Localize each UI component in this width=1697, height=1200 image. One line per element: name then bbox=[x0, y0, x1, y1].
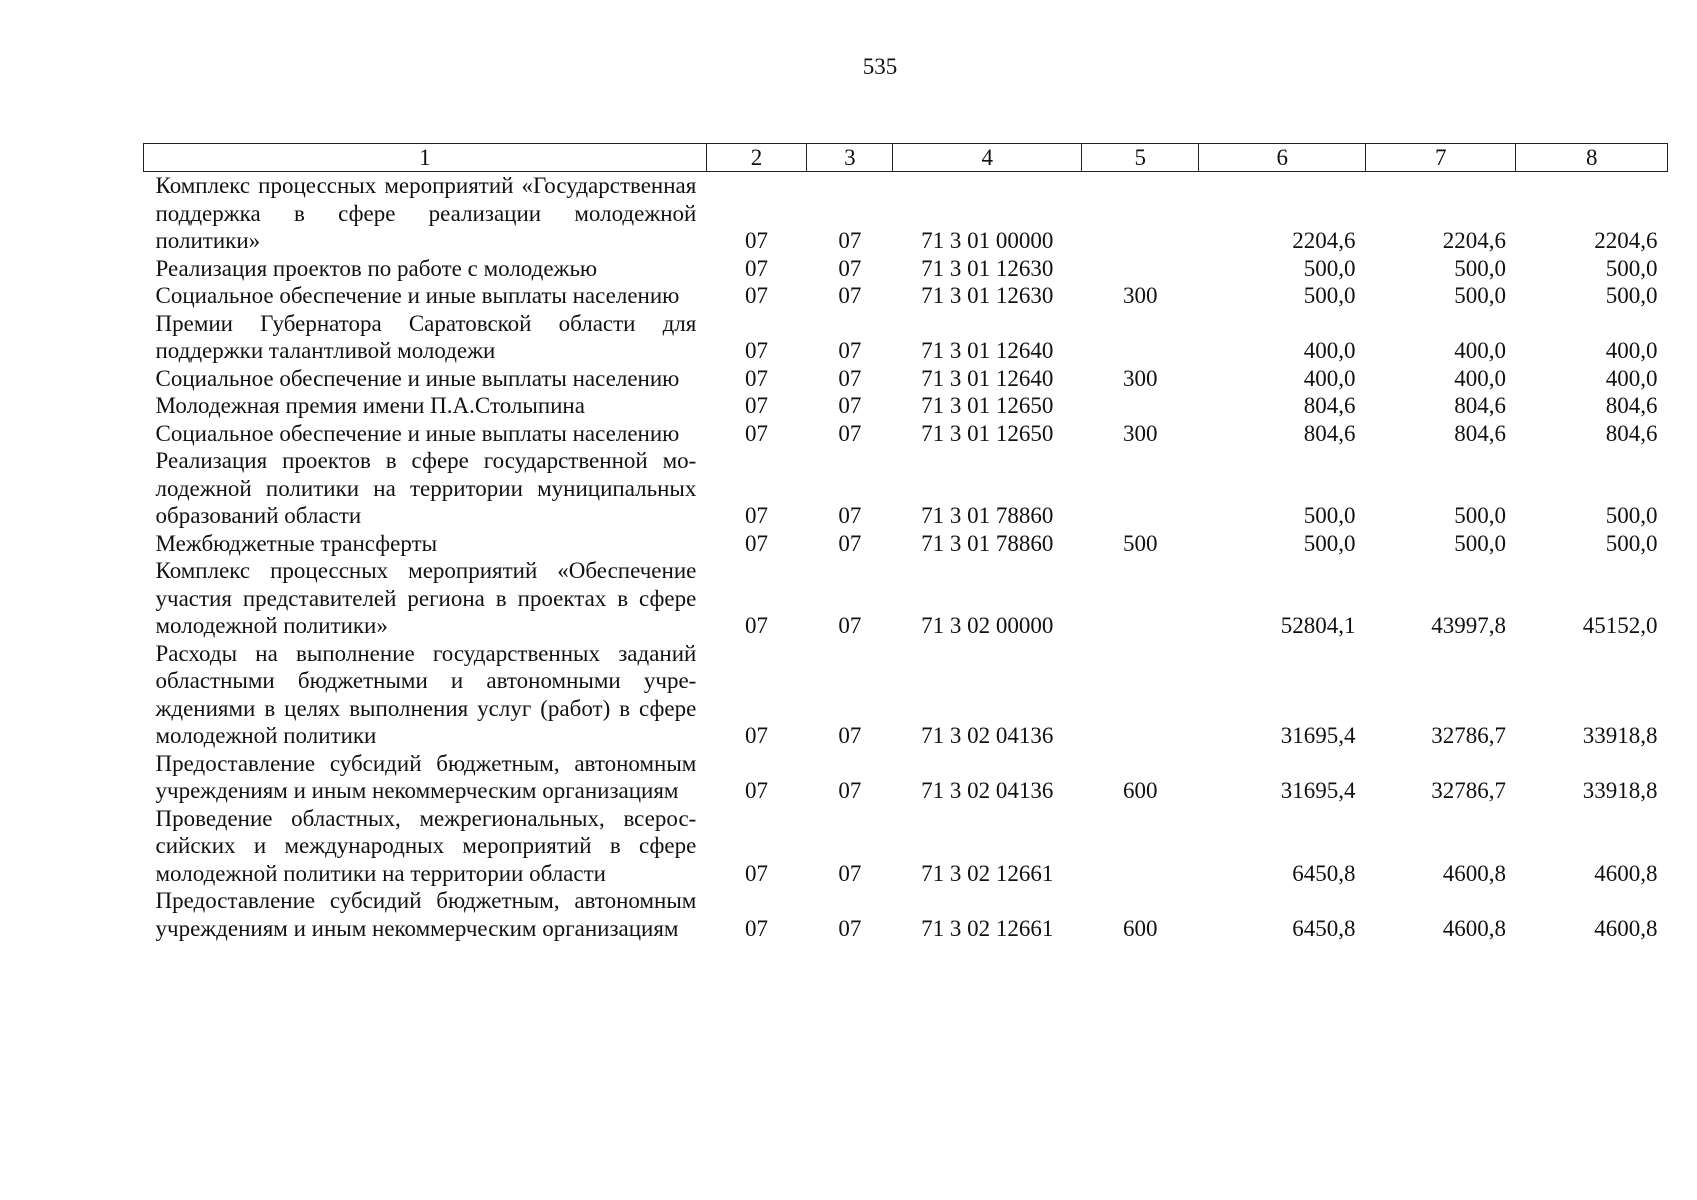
table-row bbox=[144, 750, 1668, 805]
expense-type-code: 600 bbox=[1123, 915, 1158, 941]
amount-col-7: 500,0 bbox=[1454, 530, 1506, 556]
amount-col-8: 400,0 bbox=[1605, 338, 1658, 363]
section-code: 07 bbox=[745, 778, 768, 803]
amount-col-8: 2204,6 bbox=[1594, 228, 1658, 253]
amount-col-6: 31695,4 bbox=[1280, 778, 1356, 803]
expense-type-code: 500 bbox=[1123, 530, 1158, 556]
expense-type-code bbox=[1082, 392, 1199, 420]
column-header-6: 6 bbox=[1199, 144, 1366, 172]
amount-col-6: 804,6 bbox=[1303, 393, 1356, 418]
expense-type-code: 600 bbox=[1123, 778, 1158, 803]
amount-col-7: 2204,6 bbox=[1442, 228, 1506, 253]
amount-col-8: 500,0 bbox=[1605, 503, 1658, 528]
budget-table bbox=[143, 143, 1668, 942]
section-code: 07 bbox=[745, 723, 768, 748]
table-row bbox=[144, 365, 1668, 393]
amount-col-8: 804,6 bbox=[1605, 420, 1658, 446]
section-code: 07 bbox=[745, 393, 768, 418]
amount-col-8: 4600,8 bbox=[1594, 915, 1658, 941]
amount-col-6: 500,0 bbox=[1303, 503, 1356, 528]
section-code: 07 bbox=[745, 255, 768, 281]
table-row bbox=[144, 887, 1668, 942]
amount-col-8: 33918,8 bbox=[1582, 723, 1658, 748]
table-row bbox=[144, 640, 1668, 750]
row-name: Молодежная премия имени П.А.Столыпина bbox=[155, 393, 585, 418]
subsection-code: 07 bbox=[838, 255, 862, 281]
table-row bbox=[144, 255, 1668, 283]
subsection-code: 07 bbox=[838, 613, 862, 638]
section-code: 07 bbox=[745, 613, 768, 638]
amount-col-7: 804,6 bbox=[1454, 420, 1506, 446]
amount-col-7: 43997,8 bbox=[1431, 613, 1506, 638]
row-name: Проведение областных, межрегиональных, всероссийских и международных мероприятий в сфере молодежной политики на территории области bbox=[155, 805, 697, 886]
subsection-code: 07 bbox=[838, 283, 862, 308]
amount-col-7: 32786,7 bbox=[1431, 723, 1506, 748]
target-article-code: 71 3 02 00000 bbox=[921, 613, 1054, 638]
expense-type-code: 300 bbox=[1123, 420, 1158, 446]
amount-col-7: 4600,8 bbox=[1442, 860, 1506, 886]
subsection-code: 07 bbox=[838, 393, 862, 418]
section-code: 07 bbox=[745, 365, 768, 391]
target-article-code: 71 3 01 12630 bbox=[921, 283, 1054, 308]
table-row bbox=[144, 172, 1668, 255]
target-article-code: 71 3 02 12661 bbox=[921, 915, 1054, 941]
page-number: 535 bbox=[862, 54, 898, 79]
subsection-code: 07 bbox=[838, 723, 862, 748]
subsection-code: 07 bbox=[838, 860, 862, 886]
table-header bbox=[144, 144, 1668, 172]
subsection-code: 07 bbox=[838, 338, 862, 363]
table-row bbox=[144, 530, 1668, 558]
row-name: Реализация проектов по работе с молодежью bbox=[155, 255, 598, 281]
amount-col-7: 400,0 bbox=[1454, 338, 1506, 363]
amount-col-8: 33918,8 bbox=[1582, 778, 1658, 803]
row-name: Межбюджетные трансферты bbox=[155, 530, 438, 556]
target-article-code: 71 3 01 78860 bbox=[921, 530, 1054, 556]
column-header-2: 2 bbox=[706, 144, 806, 172]
expense-type-code bbox=[1082, 640, 1199, 750]
amount-col-8: 45152,0 bbox=[1582, 613, 1658, 638]
amount-col-7: 400,0 bbox=[1454, 365, 1506, 391]
amount-col-8: 500,0 bbox=[1605, 255, 1658, 281]
amount-col-6: 31695,4 bbox=[1280, 723, 1356, 748]
target-article-code: 71 3 01 12650 bbox=[921, 420, 1054, 446]
table-row bbox=[144, 282, 1668, 310]
table-row bbox=[144, 310, 1668, 365]
amount-col-7: 500,0 bbox=[1454, 255, 1506, 281]
amount-col-6: 6450,8 bbox=[1292, 915, 1356, 941]
column-header-4: 4 bbox=[893, 144, 1082, 172]
subsection-code: 07 bbox=[838, 365, 862, 391]
amount-col-6: 500,0 bbox=[1303, 283, 1356, 308]
target-article-code: 71 3 01 12630 bbox=[921, 255, 1054, 281]
amount-col-7: 804,6 bbox=[1454, 393, 1506, 418]
amount-col-6: 804,6 bbox=[1303, 420, 1356, 446]
subsection-code: 07 bbox=[838, 228, 862, 253]
expense-type-code: 300 bbox=[1123, 365, 1158, 391]
amount-col-8: 804,6 bbox=[1605, 393, 1658, 418]
expense-type-code bbox=[1082, 255, 1199, 283]
expense-type-code bbox=[1082, 805, 1199, 888]
amount-col-6: 500,0 bbox=[1303, 530, 1356, 556]
subsection-code: 07 bbox=[838, 530, 862, 556]
section-code: 07 bbox=[745, 530, 768, 556]
table-row bbox=[144, 557, 1668, 640]
amount-col-8: 4600,8 bbox=[1594, 860, 1658, 886]
amount-col-6: 6450,8 bbox=[1292, 860, 1356, 886]
amount-col-8: 500,0 bbox=[1605, 530, 1658, 556]
target-article-code: 71 3 02 04136 bbox=[921, 723, 1054, 748]
expense-type-code bbox=[1082, 310, 1199, 365]
table-row bbox=[144, 392, 1668, 420]
amount-col-6: 2204,6 bbox=[1292, 228, 1356, 253]
amount-col-6: 500,0 bbox=[1303, 255, 1356, 281]
subsection-code: 07 bbox=[838, 420, 862, 446]
target-article-code: 71 3 01 12640 bbox=[921, 365, 1054, 391]
subsection-code: 07 bbox=[838, 915, 862, 941]
target-article-code: 71 3 02 04136 bbox=[921, 778, 1054, 803]
amount-col-8: 500,0 bbox=[1605, 283, 1658, 308]
row-name: Премии Губернатора Саратовской области для поддержки талантливой молодежи bbox=[155, 310, 697, 363]
section-code: 07 bbox=[745, 228, 768, 253]
column-header-3: 3 bbox=[807, 144, 893, 172]
table-row bbox=[144, 420, 1668, 448]
section-code: 07 bbox=[745, 503, 768, 528]
column-header-5: 5 bbox=[1082, 144, 1199, 172]
target-article-code: 71 3 01 00000 bbox=[921, 228, 1054, 253]
section-code: 07 bbox=[745, 283, 768, 308]
amount-col-8: 400,0 bbox=[1605, 365, 1658, 391]
row-name: Предоставление субсидий бюджетным, автономным учреждениям и иным некоммерческим организациям bbox=[155, 750, 697, 803]
amount-col-6: 400,0 bbox=[1303, 365, 1356, 391]
column-header-1: 1 bbox=[144, 144, 707, 172]
section-code: 07 bbox=[745, 860, 768, 886]
amount-col-7: 32786,7 bbox=[1431, 778, 1506, 803]
amount-col-7: 500,0 bbox=[1454, 503, 1506, 528]
column-header-8: 8 bbox=[1516, 144, 1668, 172]
expense-type-code bbox=[1082, 172, 1199, 255]
expense-type-code bbox=[1082, 447, 1199, 530]
table-body bbox=[144, 172, 1668, 943]
target-article-code: 71 3 02 12661 bbox=[921, 860, 1054, 886]
amount-col-7: 4600,8 bbox=[1442, 915, 1506, 941]
section-code: 07 bbox=[745, 915, 768, 941]
row-name: Комплекс процессных мероприятий «Обеспечение участия представителей региона в проектах в сфере молодежной политики» bbox=[155, 558, 697, 638]
table-row bbox=[144, 805, 1668, 888]
header-row bbox=[144, 144, 1668, 172]
section-code: 07 bbox=[745, 420, 768, 446]
target-article-code: 71 3 01 12650 bbox=[921, 393, 1054, 418]
amount-col-6: 400,0 bbox=[1303, 338, 1356, 363]
row-name: Комплекс процессных мероприятий «Государственная поддержка в сфере реализации молодежной политики» bbox=[155, 173, 697, 253]
target-article-code: 71 3 01 78860 bbox=[921, 503, 1054, 528]
subsection-code: 07 bbox=[838, 778, 862, 803]
row-name: Социальное обеспечение и иные выплаты населению bbox=[155, 283, 680, 308]
row-name: Реализация проектов в сфере государственной молодежной политики на территории муниципальных образований области bbox=[155, 448, 697, 528]
row-name: Социальное обеспечение и иные выплаты населению bbox=[155, 420, 680, 446]
subsection-code: 07 bbox=[838, 503, 862, 528]
amount-col-7: 500,0 bbox=[1454, 283, 1506, 308]
target-article-code: 71 3 01 12640 bbox=[921, 338, 1054, 363]
table-row bbox=[144, 447, 1668, 530]
expense-type-code: 300 bbox=[1123, 283, 1158, 308]
section-code: 07 bbox=[745, 338, 768, 363]
expense-type-code bbox=[1082, 557, 1199, 640]
row-name: Предоставление субсидий бюджетным, автономным учреждениям и иным некоммерческим организациям bbox=[155, 888, 697, 941]
amount-col-6: 52804,1 bbox=[1280, 613, 1356, 638]
row-name: Социальное обеспечение и иные выплаты населению bbox=[155, 365, 680, 391]
column-header-7: 7 bbox=[1365, 144, 1515, 172]
row-name: Расходы на выполнение государственных заданий областными бюджетными и автономными учреждениями в целях выполнения услуг (работ) в сфере молодежной политики bbox=[155, 640, 697, 748]
